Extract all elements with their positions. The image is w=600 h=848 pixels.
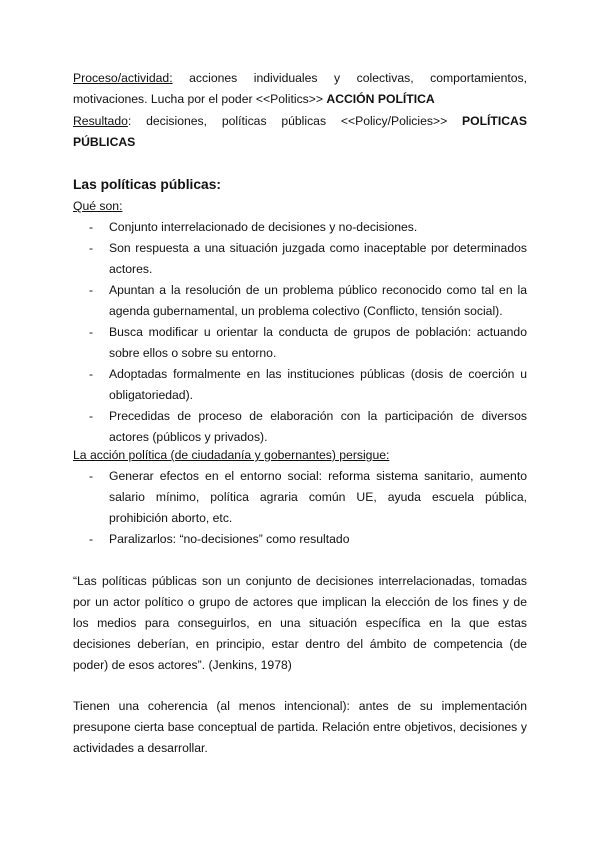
list-item [73, 280, 527, 322]
dash-marker: - [89, 367, 94, 381]
proceso-text: acciones individuales y colectivas, comportamientos, motivaciones. Lucha por el poder <<Politics>> [73, 71, 527, 106]
dash-marker: - [89, 241, 94, 255]
proceso-label: Proceso/actividad: [73, 71, 173, 85]
list-item-text: Busca modificar u orientar la conducta de grupos de población: actuando sobre ellos o sobre su entorno. [109, 325, 527, 360]
list-item [73, 217, 527, 238]
list-item [73, 364, 527, 406]
accion-list [73, 466, 527, 550]
list-item-text: Precedidas de proceso de elaboración con la participación de diversos actores (públicos y privados). [109, 409, 527, 444]
dash-marker: - [89, 283, 94, 297]
dash-marker: - [89, 532, 94, 546]
resultado-bold: POLÍTICAS PÚBLICAS [73, 114, 527, 149]
resultado-label: Resultado [73, 114, 128, 128]
list-item [73, 406, 527, 448]
list-item-text: Apuntan a la resolución de un problema público reconocido como tal en la agenda gubernamental, un problema colectivo (Conflicto, tensión social). [109, 283, 527, 318]
dash-marker: - [89, 220, 94, 234]
resultado-paragraph [73, 111, 527, 153]
closing-paragraph: Tienen una coherencia (al menos intencional): antes de su implementación presupone cierta base conceptual de partida. Relación entre objetivos, decisiones y actividades a desarrollar. [73, 699, 527, 755]
list-item-text: Son respuesta a una situación juzgada como inaceptable por determinados actores. [109, 241, 527, 276]
dash-marker: - [89, 325, 94, 339]
dash-marker: - [89, 469, 94, 483]
list-item [73, 238, 527, 280]
list-item-text: Adoptadas formalmente en las instituciones públicas (dosis de coerción u obligatoriedad). [109, 367, 527, 402]
section-heading: Las políticas públicas: [73, 177, 221, 192]
dash-marker: - [89, 409, 94, 423]
proceso-paragraph [73, 68, 527, 110]
list-item-text: Paralizarlos: “no-decisiones” como resultado [109, 532, 350, 546]
list-item [73, 466, 527, 529]
list-item-text: Generar efectos en el entorno social: reforma sistema sanitario, aumento salario mínimo, política agraria común UE, ayuda escuela pública, prohibición aborto, etc. [109, 469, 527, 525]
proceso-bold: ACCIÓN POLÍTICA [326, 92, 435, 106]
que-son-list [73, 217, 527, 448]
quote-paragraph: “Las políticas públicas son un conjunto de decisiones interrelacionadas, tomadas por un actor político o grupo de actores que implican la elección de los fines y de los medios para conseguirlos, en una situación específica en la que estas decisiones deberían, en principio, estar dentro del ámbito de competencia (de poder) de esos actores”. (Jenkins, 1978) [73, 574, 527, 672]
list-item-text: Conjunto interrelacionado de decisiones y no-decisiones. [109, 220, 418, 234]
list-item [73, 322, 527, 364]
resultado-text: : decisiones, políticas públicas <<Policy/Policies>> [127, 114, 462, 128]
que-son-label: Qué son: [73, 199, 123, 213]
accion-label: La acción política (de ciudadanía y gobernantes) persigue: [73, 448, 390, 462]
list-item [73, 529, 527, 550]
